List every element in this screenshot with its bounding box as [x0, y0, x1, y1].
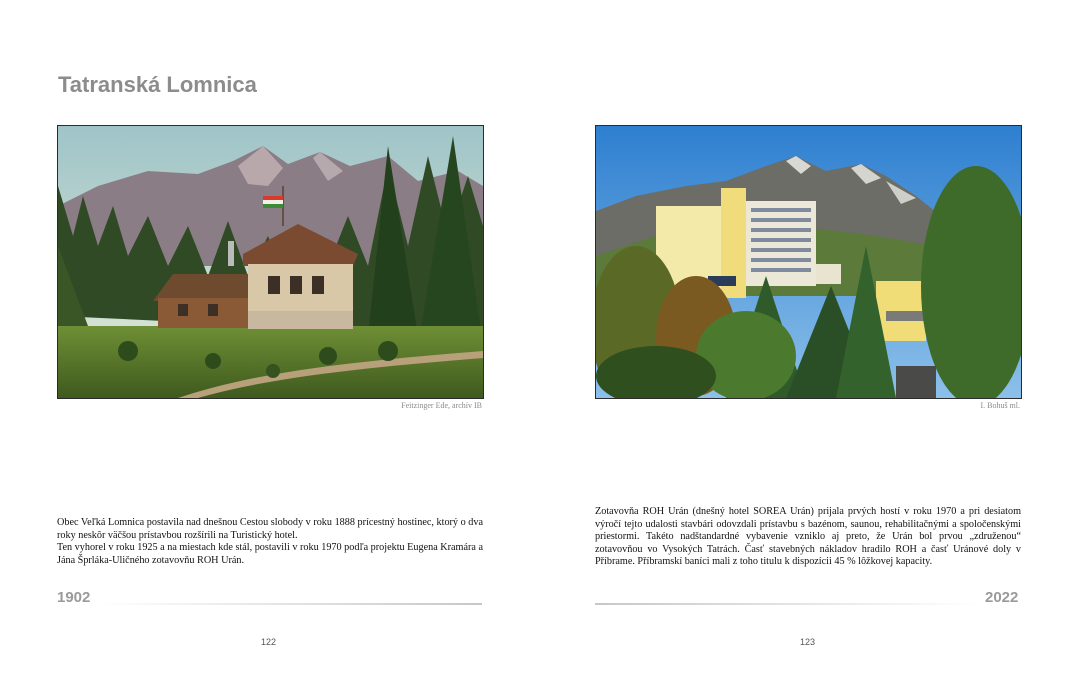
- page-number: 123: [800, 637, 816, 647]
- body-text: [57, 517, 483, 567]
- page-title: Tatranská Lomnica: [58, 72, 257, 97]
- historic-postcard-image: [57, 125, 484, 399]
- year-label: 1902: [57, 589, 91, 606]
- year-label: 2022: [985, 589, 1019, 606]
- body-paragraph: Obec Veľká Lomnica postavila nad dnešnou Cestou slobody v roku 1888 prícestný hostinec, ktorý o dva roky neskôr väčšou prístavbou rozšírili na Turistický hotel.: [57, 517, 483, 541]
- postcard-illustration: [58, 126, 483, 398]
- hotel-illustration: [596, 126, 1021, 398]
- page-number: 122: [261, 637, 277, 647]
- hotel-photo-image: [595, 125, 1022, 399]
- divider: [595, 603, 980, 605]
- photo-credit: I. Bohuš ml.: [980, 401, 1020, 410]
- body-text: [595, 506, 1021, 569]
- body-paragraph: Ten vyhorel v roku 1925 a na miestach kde stál, postavili v roku 1970 podľa projektu Eugena Kramára a Jána Šprláka-Uličného zotavovňu ROH Urán.: [57, 542, 483, 566]
- photo-credit: Feitzinger Ede, archív IB: [401, 401, 482, 410]
- right-page: [539, 0, 1078, 681]
- body-paragraph: Zotavovňa ROH Urán (dnešný hotel SOREA Urán) prijala prvých hostí v roku 1970 a pri desiatom výročí tejto udalosti stavbári odovzdali prístavbu s bazénom, saunou, rehabilitačnými a spoločenskými priestormi. Takéto nadštandardné vybavenie vzniklo aj preto, že Urán bol prvou „združenou“ zotavovňou vo Vysokých Tatrách. Časť stavebných nákladov hradilo ROH a časť Uránové doly v Příbrame. Příbramskí baníci mali z toho titulu k dispozícii 45 % lôžkovej kapacity.: [595, 506, 1021, 568]
- divider: [97, 603, 482, 605]
